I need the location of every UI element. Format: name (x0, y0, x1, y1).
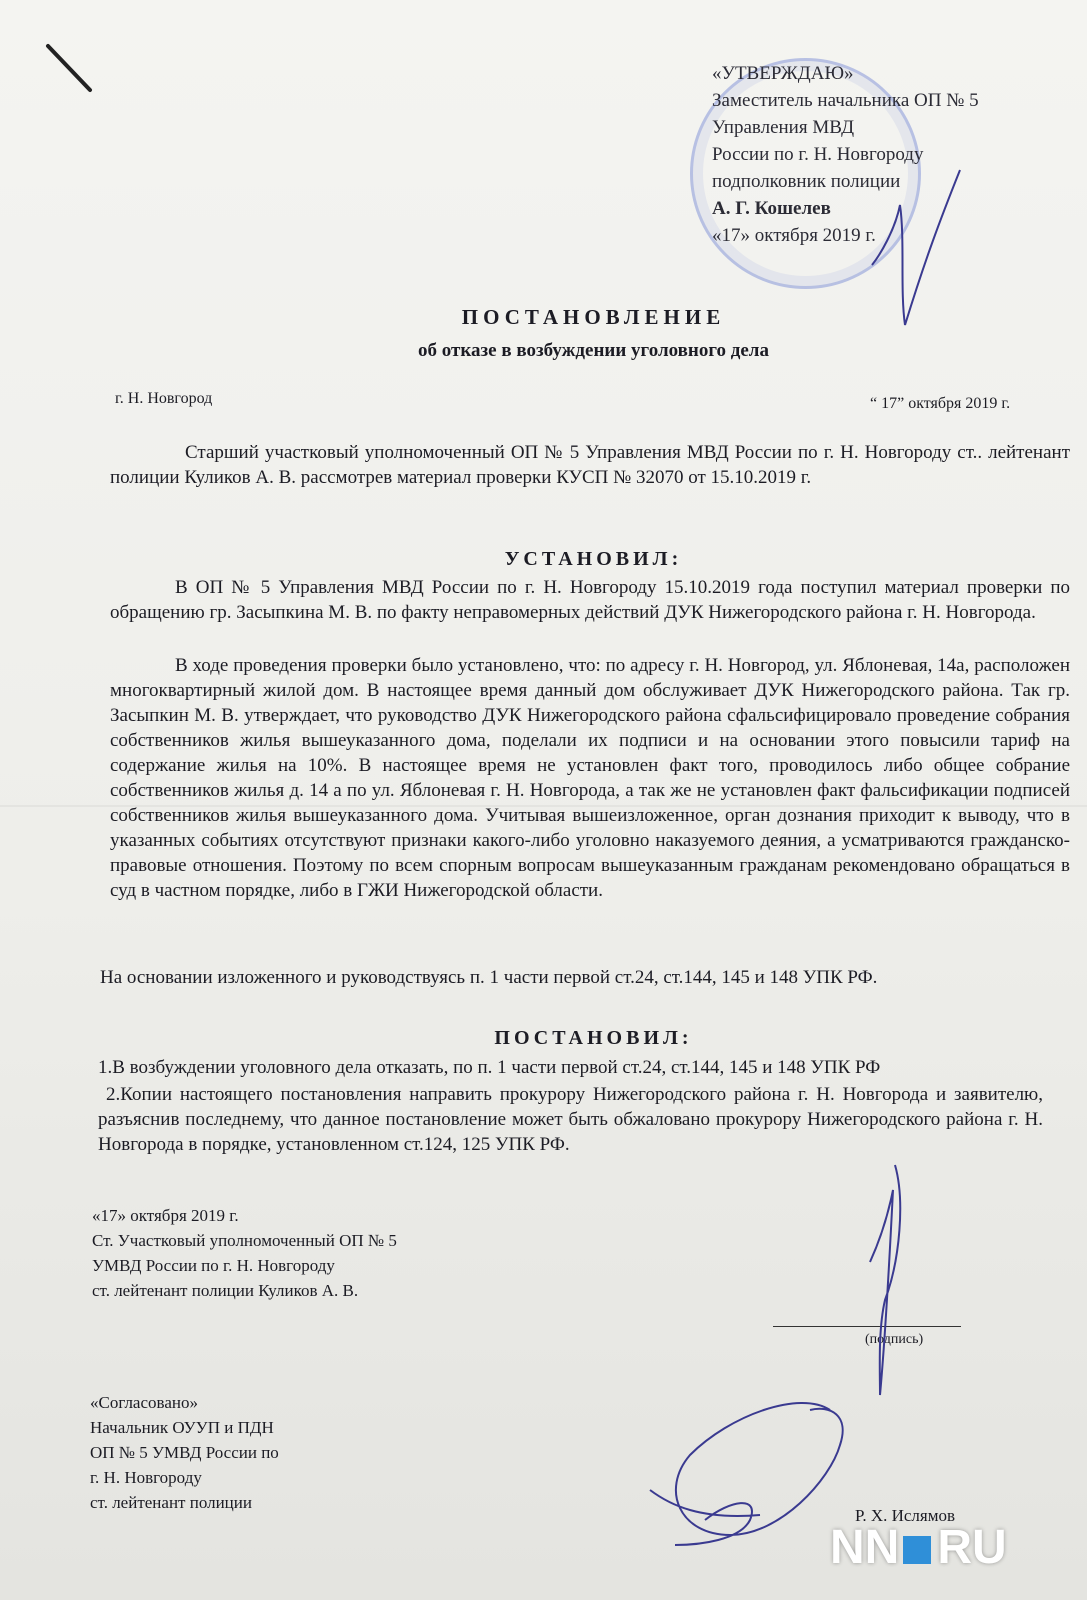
logo-right-text: RU (937, 1521, 1007, 1574)
approval-line: России по г. Н. Новгороду (712, 144, 924, 165)
signature-rule (773, 1326, 961, 1327)
established-paragraph-3: На основании изложенного и руководствуясь п. 1 части первой ст.24, ст.144, 145 и 148 УПК РФ. (100, 967, 878, 988)
logo-left-text: NN (830, 1521, 900, 1574)
established-paragraph-2: В ходе проведения проверки было установлено, что: по адресу г. Н. Новгород, ул. Яблоневая, 14а, расположен многоквартирный жилой дом. В настоящее время данный дом обслуживает ДУК Нижегородского района. Так гр. Засыпкин М. В. утверждает, что руководство ДУК Нижегородского района сфальсифицировало проведение собрания собственников жилья вышеуказанного дома, поделали их подписи и на основании этого повысили тариф на содержание жилья на 10%. В настоящее время не установлен факт того, проводилось либо общее собрание собственников жилья д. 14 а по ул. Яблоневая г. Н. Новгорода, а так же не установлен факт фальсификации подписей собственников жилья вышеуказанного дома. Учитывая вышеизложенное, орган дознания приходит к выводу, что в указанных событиях отсутствуют признаки какого-либо уголовно наказуемого деяния, а усматриваются гражданско-правовые отношения. Поэтому по всем спорным вопросам вышеуказанным гражданам рекомендовано обращаться в суд в частном порядке, либо в ГЖИ Нижегородской области. (110, 655, 1070, 901)
agreed-heading: «Согласовано» (90, 1393, 198, 1412)
document-title: ПОСТАНОВЛЕНИЕ (461, 305, 726, 329)
logo-square-icon (903, 1536, 931, 1564)
agreed-line: ст. лейтенант полиции (90, 1493, 252, 1512)
signature-caption: (подпись) (865, 1332, 924, 1347)
approval-date: «17» октября 2019 г. (712, 225, 876, 246)
document-date: “ 17” октября 2019 г. (870, 395, 1011, 412)
document-place: г. Н. Новгород (115, 390, 213, 407)
agreed-line: г. Н. Новгороду (90, 1468, 202, 1487)
signature-line: Ст. Участковый уполномоченный ОП № 5 (92, 1231, 397, 1250)
resolved-item-1: 1.В возбуждении уголовного дела отказать, по п. 1 части первой ст.24, ст.144, 145 и 148 УПК РФ (98, 1057, 881, 1078)
agreed-name: Р. Х. Ислямов (855, 1506, 956, 1525)
signature-line: ст. лейтенант полиции Куликов А. В. (92, 1281, 359, 1300)
signature-block (92, 1203, 397, 1303)
approval-line: Заместитель начальника ОП № 5 (712, 90, 979, 111)
established-paragraph-1: В ОП № 5 Управления МВД России по г. Н. Новгороду 15.10.2019 года поступил материал проверки по обращению гр. Засыпкина М. В. по факту неправомерных действий ДУК Нижегородского района г. Н. Новгорода. (110, 577, 1070, 623)
approval-line: подполковник полиции (712, 171, 901, 192)
agreed-line: Начальник ОУУП и ПДН (90, 1418, 274, 1437)
approval-block (712, 60, 979, 249)
signature-line: УМВД России по г. Н. Новгороду (92, 1256, 335, 1275)
approval-name: А. Г. Кошелев (712, 198, 831, 219)
approval-line: Управления МВД (712, 117, 855, 138)
approval-heading: «УТВЕРЖДАЮ» (712, 63, 854, 84)
resolved-item-2: 2.Копии настоящего постановления направить прокурору Нижегородского района г. Н. Новгорода и заявителю, разъяснив последнему, что данное постановление может быть обжаловано прокурору Нижегородского района г. Н. Новгорода в порядке, установленном ст.124, 125 УПК РФ. (98, 1084, 1043, 1155)
established-heading: УСТАНОВИЛ: (504, 548, 683, 570)
agreed-block (90, 1390, 279, 1515)
document-subtitle: об отказе в возбуждении уголовного дела (418, 340, 769, 361)
resolved-heading: ПОСТАНОВИЛ: (494, 1027, 693, 1049)
nn-ru-watermark-logo (830, 1520, 1007, 1575)
agreed-line: ОП № 5 УМВД России по (90, 1443, 279, 1462)
signature-date: «17» октября 2019 г. (92, 1206, 239, 1225)
intro-paragraph: Старший участковый уполномоченный ОП № 5 Управления МВД России по г. Н. Новгороду ст.. лейтенант полиции Куликов А. В. рассмотрев материал проверки КУСП № 32070 от 15.10.2019 г. (110, 442, 1070, 488)
